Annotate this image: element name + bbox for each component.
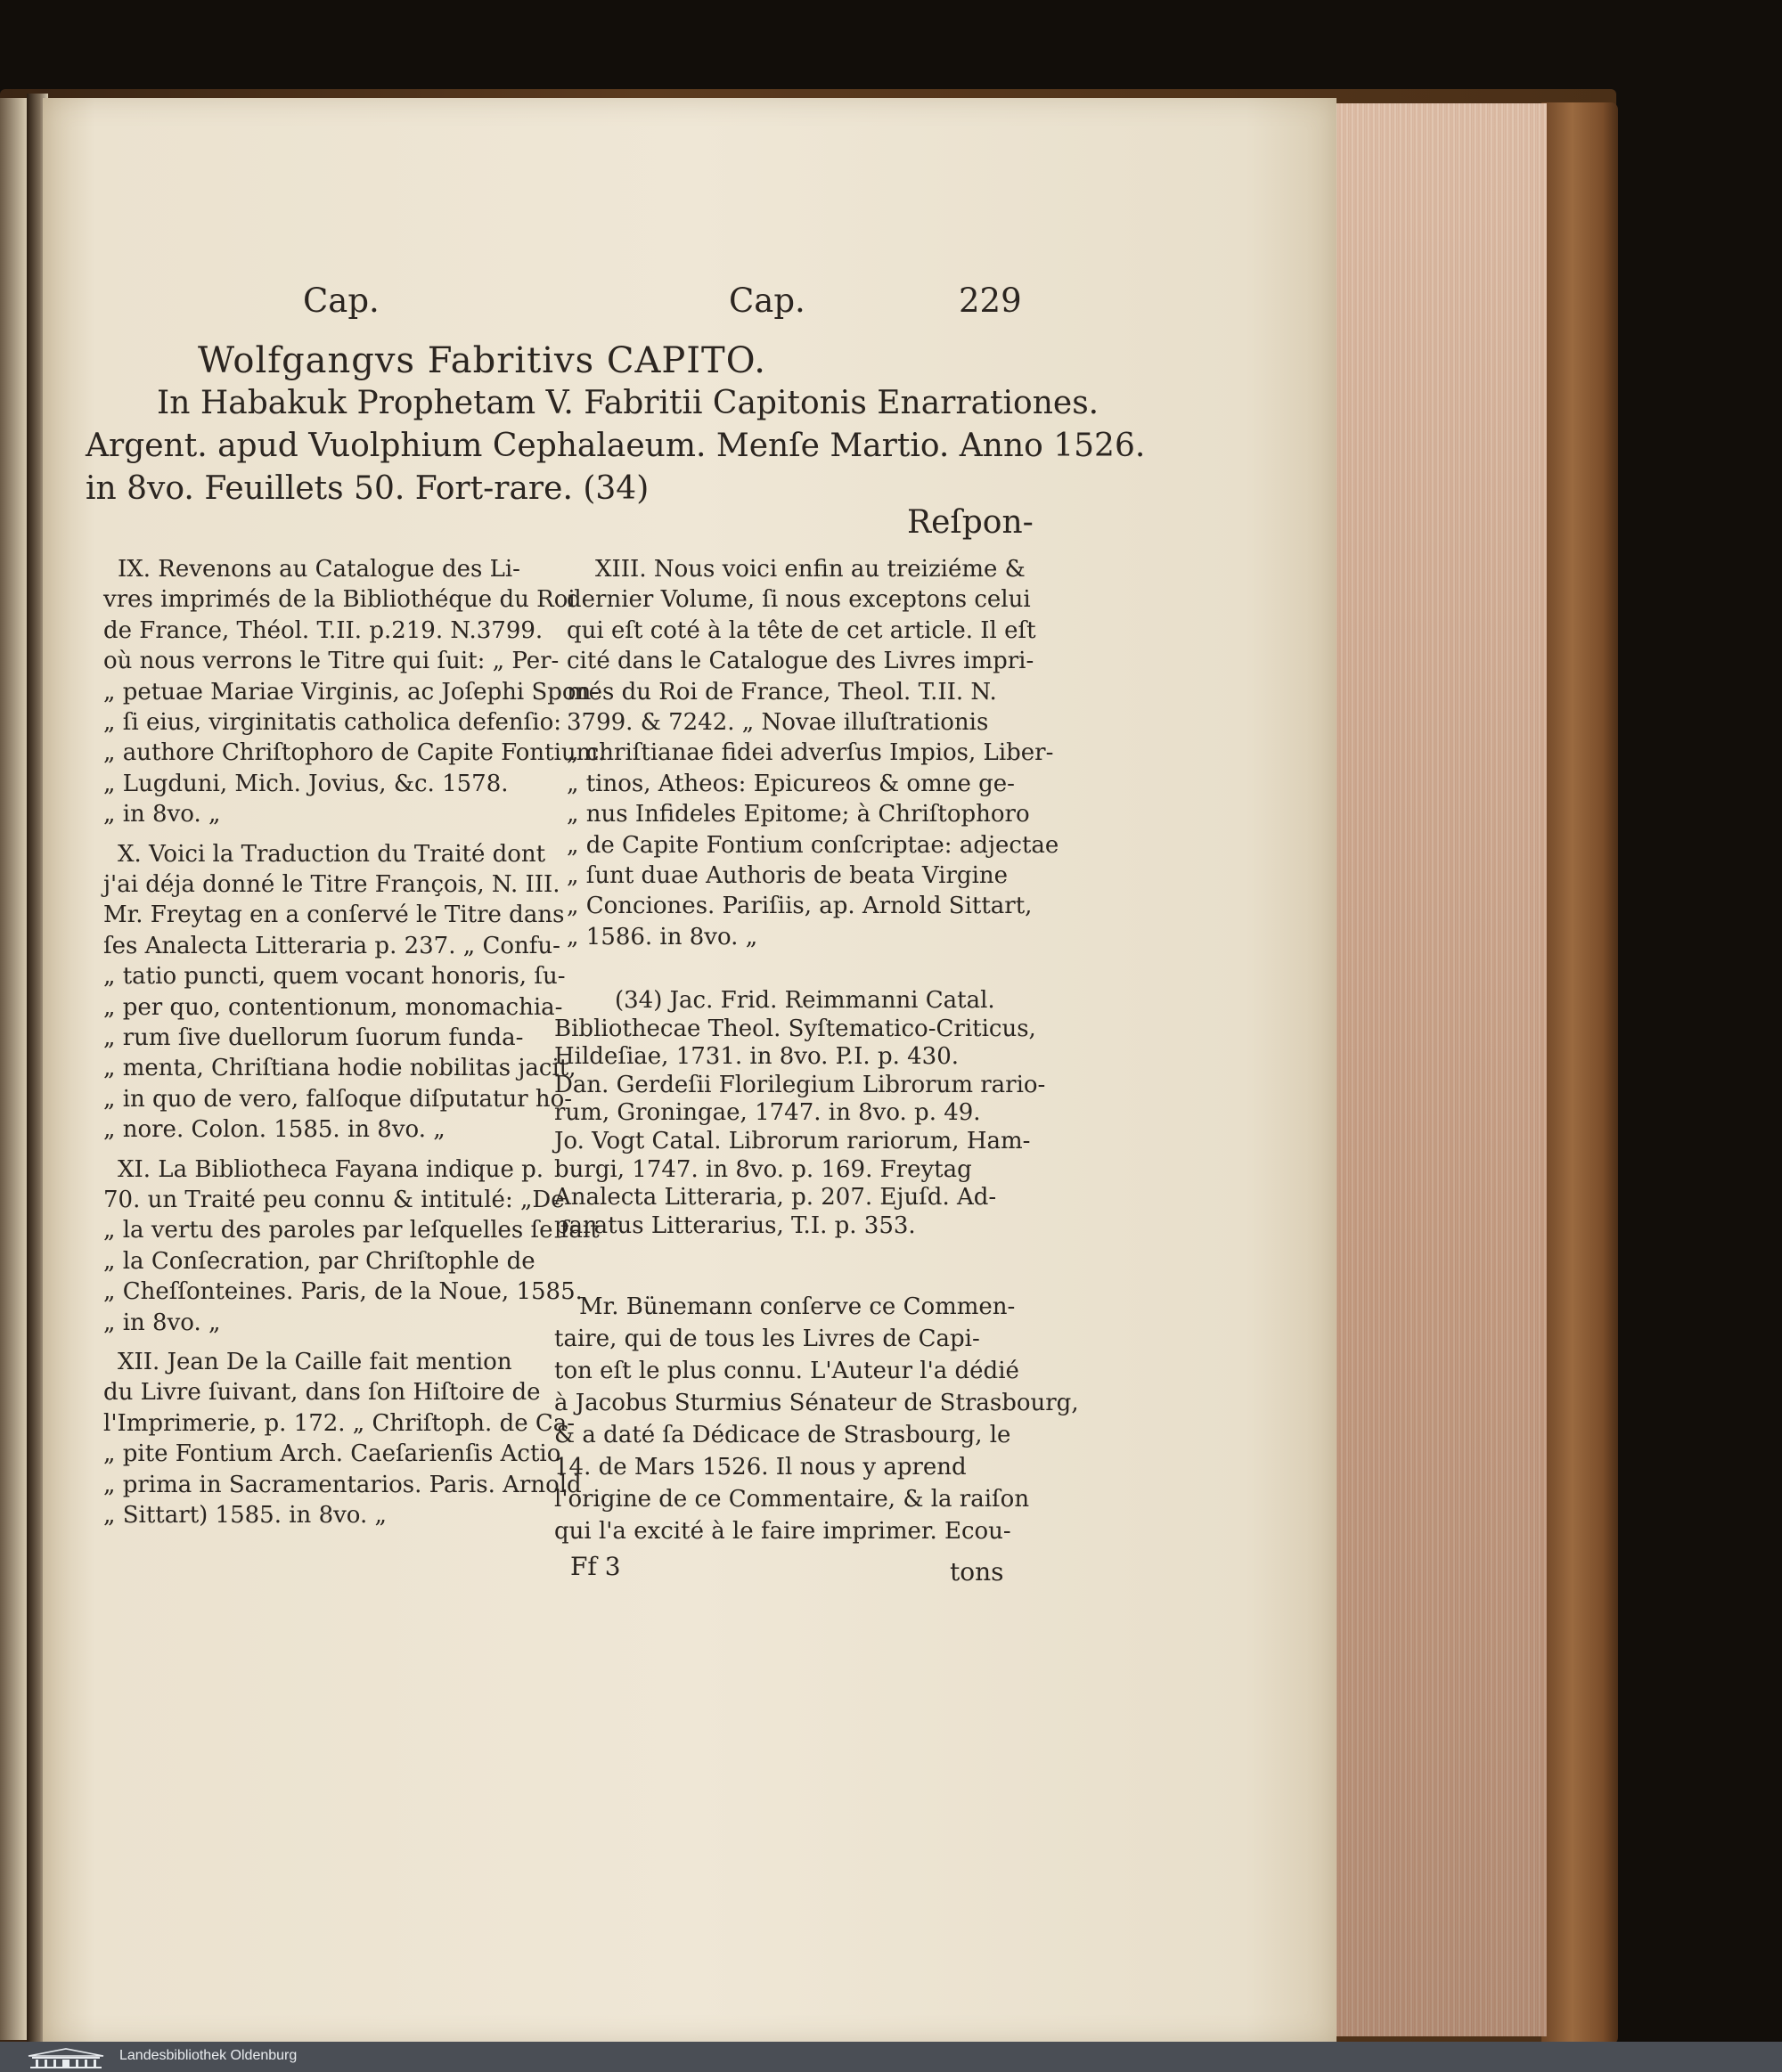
left-column-line: j'ai déja donné le Titre François, N. III. <box>103 871 560 898</box>
left-column-line: „ in 8vo. „ <box>103 1309 221 1336</box>
left-column-line: „ menta, Chriſtiana hodie nobilitas jacit, <box>103 1055 576 1082</box>
right-paragraph-line: taire, qui de tous les Livres de Capi- <box>554 1326 980 1352</box>
right-column-line: dernier Volume, ſi nous exceptons celui <box>567 586 1031 614</box>
left-column-line: où nous verrons le Titre qui ſuit: „ Per- <box>103 648 560 675</box>
right-column-line: més du Roi de France, Theol. T.II. N. <box>567 678 997 706</box>
footnote-line: Bibliothecae Theol. Syſtematico-Criticus, <box>554 1015 1036 1042</box>
entry-catchword: Reſpon- <box>907 504 1034 541</box>
right-column-line: cité dans le Catalogue des Livres impri- <box>567 648 1034 675</box>
footnote-line: Analecta Litteraria, p. 207. Ejuſd. Ad- <box>554 1184 997 1211</box>
entry-line-2: Argent. apud Vuolphium Cephalaeum. Menſe Martio. Anno 1526. <box>86 428 1146 464</box>
page-fore-edge-shadow <box>1333 103 1547 2036</box>
footnote-line: Dan. Gerdeſii Florilegium Librorum rario- <box>554 1071 1046 1098</box>
entry-line-3: in 8vo. Feuillets 50. Fort-rare. (34) <box>86 470 650 507</box>
footnote-line: rum, Groningae, 1747. in 8vo. p. 49. <box>554 1099 981 1127</box>
right-paragraph-line: Mr. Bünemann conſerve ce Commen- <box>579 1293 1016 1320</box>
footnote-line: burgi, 1747. in 8vo. p. 169. Freytag <box>554 1155 972 1183</box>
header-center-word: Cap. <box>729 281 805 320</box>
left-column-line: „ nore. Colon. 1585. in 8vo. „ <box>103 1116 446 1144</box>
left-column-line: XI. La Bibliotheca Fayana indique p. <box>118 1155 544 1183</box>
right-paragraph-line: & a daté ſa Dédicace de Strasbourg, le <box>554 1422 1011 1448</box>
left-column-line: de France, Théol. T.II. p.219. N.3799. <box>103 616 544 644</box>
left-column-line: „ la vertu des paroles par leſquelles ſe fait <box>103 1217 600 1244</box>
left-column-line: „ authore Chriſtophoro de Capite Fontium. <box>103 739 606 767</box>
left-column-line: l'Imprimerie, p. 172. „ Chriſtoph. de Ca- <box>103 1409 576 1437</box>
left-column-line: „ pite Fontium Arch. Caeſarienſis Actio <box>103 1440 561 1468</box>
signature-mark: Ff 3 <box>570 1552 621 1581</box>
left-column-line: ſes Analecta Litteraria p. 237. „ Confu- <box>103 932 560 959</box>
back-board <box>1541 102 1618 2044</box>
right-column-line: „ chriſtianae fidei adverſus Impios, Liber- <box>567 739 1054 767</box>
left-column-line: du Livre ſuivant, dans ſon Hiſtoire de <box>103 1379 541 1407</box>
right-column-line: 3799. & 7242. „ Novae illuſtrationis <box>567 709 989 736</box>
left-column-line: IX. Revenons au Catalogue des Li- <box>118 556 520 583</box>
right-paragraph-line: à Jacobus Sturmius Sénateur de Strasbourg, <box>554 1390 1079 1416</box>
left-column-line: „ rum ſive duellorum ſuorum funda- <box>103 1024 524 1051</box>
right-column-line: „ ſunt duae Authoris de beata Virgine <box>567 862 1009 889</box>
right-paragraph-line: ton eſt le plus connu. L'Auteur l'a dédié <box>554 1358 1019 1384</box>
left-column-line: „ la Conſecration, par Chriſtophle de <box>103 1247 535 1275</box>
footnote-line: (34) Jac. Frid. Reimmanni Catal. <box>615 987 995 1014</box>
right-column-line: XIII. Nous voici enfin au treiziéme & <box>595 556 1026 583</box>
right-column-line: „ 1586. in 8vo. „ <box>567 923 758 950</box>
left-column-line: „ tatio puncti, quem vocant honoris, ſu- <box>103 963 566 991</box>
left-column-line: 70. un Traité peu connu & intitulé: „De <box>103 1187 565 1213</box>
library-building-icon <box>25 2047 107 2068</box>
footnote-line: Hildeſiae, 1731. in 8vo. P.I. p. 430. <box>554 1043 960 1071</box>
left-column-line: „ Cheſſonteines. Paris, de la Noue, 1585. <box>103 1278 583 1306</box>
left-column-line: „ ſi eius, virginitatis catholica defenſio: <box>103 709 562 736</box>
footer-bar <box>0 2042 1782 2072</box>
right-column-line: „ nus Infideles Epitome; à Chriſtophoro <box>567 801 1030 828</box>
right-paragraph-line: 14. de Mars 1526. Il nous y aprend <box>554 1454 967 1481</box>
left-column-line: „ petuae Mariae Virginis, ac Joſephi Spon- <box>103 678 600 706</box>
footnote-line: paratus Litterarius, T.I. p. 353. <box>554 1211 916 1239</box>
left-column-line: „ in 8vo. „ <box>103 801 221 828</box>
entry-line-1: In Habakuk Prophetam V. Fabritii Capitonis Enarrationes. <box>157 385 1099 421</box>
left-column-line: „ per quo, contentionum, monomachia- <box>103 993 563 1021</box>
left-column-line: „ Sittart) 1585. in 8vo. „ <box>103 1502 387 1529</box>
left-column-line: Mr. Freytag en a conſervé le Titre dans <box>103 901 565 929</box>
bottom-catchword: tons <box>950 1557 1004 1587</box>
left-column-line: XII. Jean De la Caille fait mention <box>118 1349 512 1375</box>
right-column-line: „ de Capite Fontium conſcriptae: adjectae <box>567 831 1059 859</box>
header-left-word: Cap. <box>303 281 380 320</box>
left-column-line: „ Lugduni, Mich. Jovius, &c. 1578. <box>103 770 509 797</box>
page-number: 229 <box>959 281 1022 320</box>
footer-institution: Landesbibliothek Oldenburg <box>119 2048 298 2063</box>
left-column-line: vres imprimés de la Bibliothéque du Roi <box>103 586 576 614</box>
entry-title: Wolfgangvs Fabritivs CAPITO. <box>198 340 766 381</box>
left-column-line: „ prima in Sacramentarios. Paris. Arnold <box>103 1471 582 1498</box>
left-column-line: X. Voici la Traduction du Traité dont <box>118 840 546 868</box>
right-column-line: „ Conciones. Pariſiis, ap. Arnold Sittart, <box>567 893 1033 920</box>
footnote-line: Jo. Vogt Catal. Librorum rariorum, Ham- <box>554 1128 1031 1154</box>
right-paragraph-line: l'origine de ce Commentaire, & la raiſon <box>554 1486 1030 1513</box>
right-column-line: „ tinos, Atheos: Epicureos & omne ge- <box>567 770 1015 797</box>
right-paragraph-line: qui l'a excité à le faire imprimer. Ecou- <box>554 1518 1011 1545</box>
right-column-line: qui eſt coté à la tête de cet article. Il eſt <box>567 616 1036 644</box>
left-column-line: „ in quo de vero, falſoque diſputatur ho- <box>103 1085 573 1113</box>
